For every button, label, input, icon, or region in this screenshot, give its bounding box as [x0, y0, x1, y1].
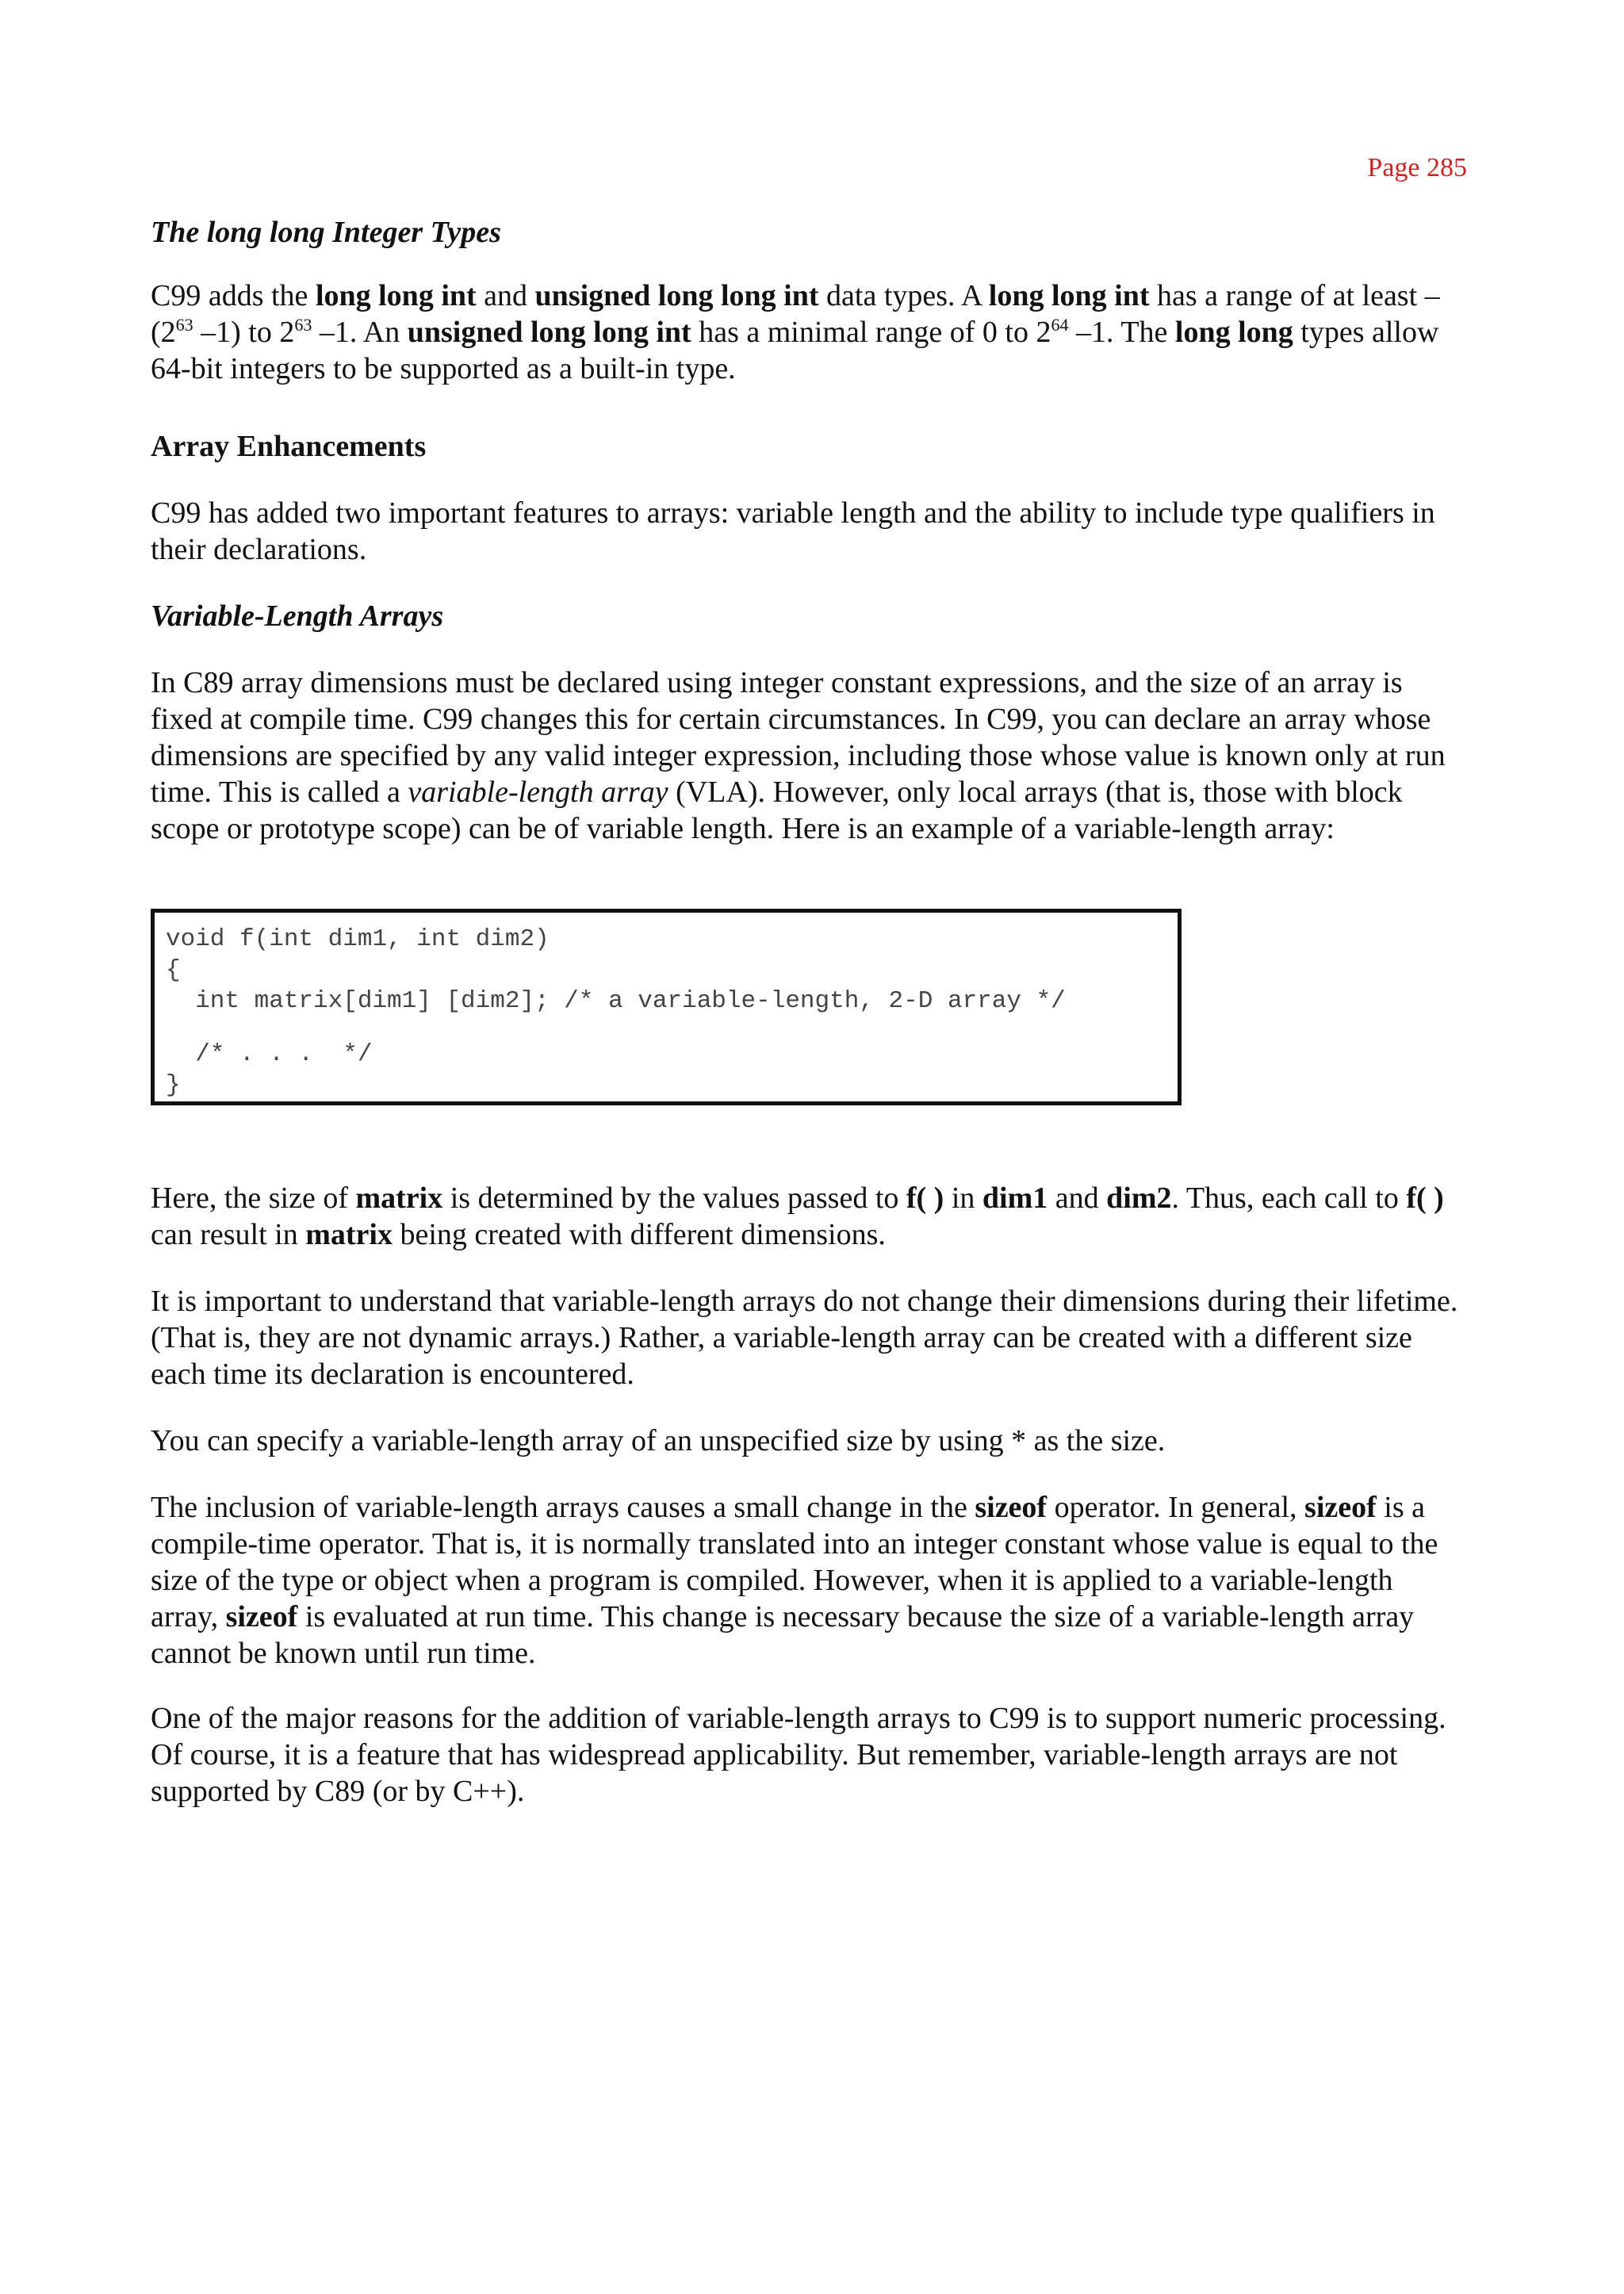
- paragraph-numeric-processing: One of the major reasons for the addition of variable-length arrays to C99 is to support numeric processing. Of course, it is a feature that has widespread applicability. But remember, variable-length arrays are not supported by C89 (or by C++).: [151, 1702, 1446, 1808]
- code-line: }: [166, 1071, 181, 1099]
- code-line: /* . . . */: [166, 1040, 373, 1068]
- code-example: [151, 909, 1182, 1105]
- paragraph-unspecified-size: You can specify a variable-length array of an unspecified size by using * as the size.: [151, 1424, 1166, 1457]
- paragraph-array-enhancements: C99 has added two important features to arrays: variable length and the ability to include type qualifiers in their declarations.: [151, 496, 1435, 566]
- paragraph-vla-intro: In C89 array dimensions must be declared using integer constant expressions, and the size of an array is fixed at compile time. C99 changes this for certain circumstances. In C99, you can declare an array whose dimensions are specified by any valid integer expression, including those whose value is known only at run time. This is called a variable-length array (VLA). However, only local arrays (that is, those with block scope or prototype scope) can be of variable length. Here is an example of a variable-length array:: [151, 666, 1446, 845]
- code-line: {: [166, 956, 181, 984]
- page-number: Page 285: [1367, 153, 1467, 182]
- code-line: void f(int dim1, int dim2): [166, 925, 550, 953]
- heading-long-long: The long long Integer Types: [151, 216, 501, 249]
- paragraph-matrix-size: Here, the size of matrix is determined by the values passed to f( ) in dim1 and dim2. Thus, each call to f( ) can result in matrix being created with different dimensions.: [151, 1181, 1444, 1251]
- heading-variable-length-arrays: Variable-Length Arrays: [151, 599, 444, 633]
- code-line: int matrix[dim1] [dim2]; /* a variable-length, 2-D array */: [166, 987, 1066, 1015]
- heading-array-enhancements: Array Enhancements: [151, 430, 427, 463]
- paragraph-long-long: C99 adds the long long int and unsigned long long int data types. A long long int has a range of at least $-(2^{63}$ –1) to $2^{63}$ –1. An unsigned long long int has a minimal range of 0 to $2^{64}$ –1. The long long types allow 64-bit integers to be supported as a built-in type.: [151, 279, 1440, 385]
- paragraph-vla-lifetime: It is important to understand that variable-length arrays do not change their dimensions during their lifetime. (That is, they are not dynamic arrays.) Rather, a variable-length array can be created with a different size each time its declaration is encountered.: [151, 1285, 1458, 1391]
- paragraph-sizeof: The inclusion of variable-length arrays causes a small change in the sizeof operator. In general, sizeof is a compile-time operator. That is, it is normally translated into an integer constant whose value is equal to the size of the type or object when a program is compiled. However, when it is applied to a variable-length array, sizeof is evaluated at run time. This change is necessary because the size of a variable-length array cannot be known until run time.: [151, 1491, 1438, 1670]
